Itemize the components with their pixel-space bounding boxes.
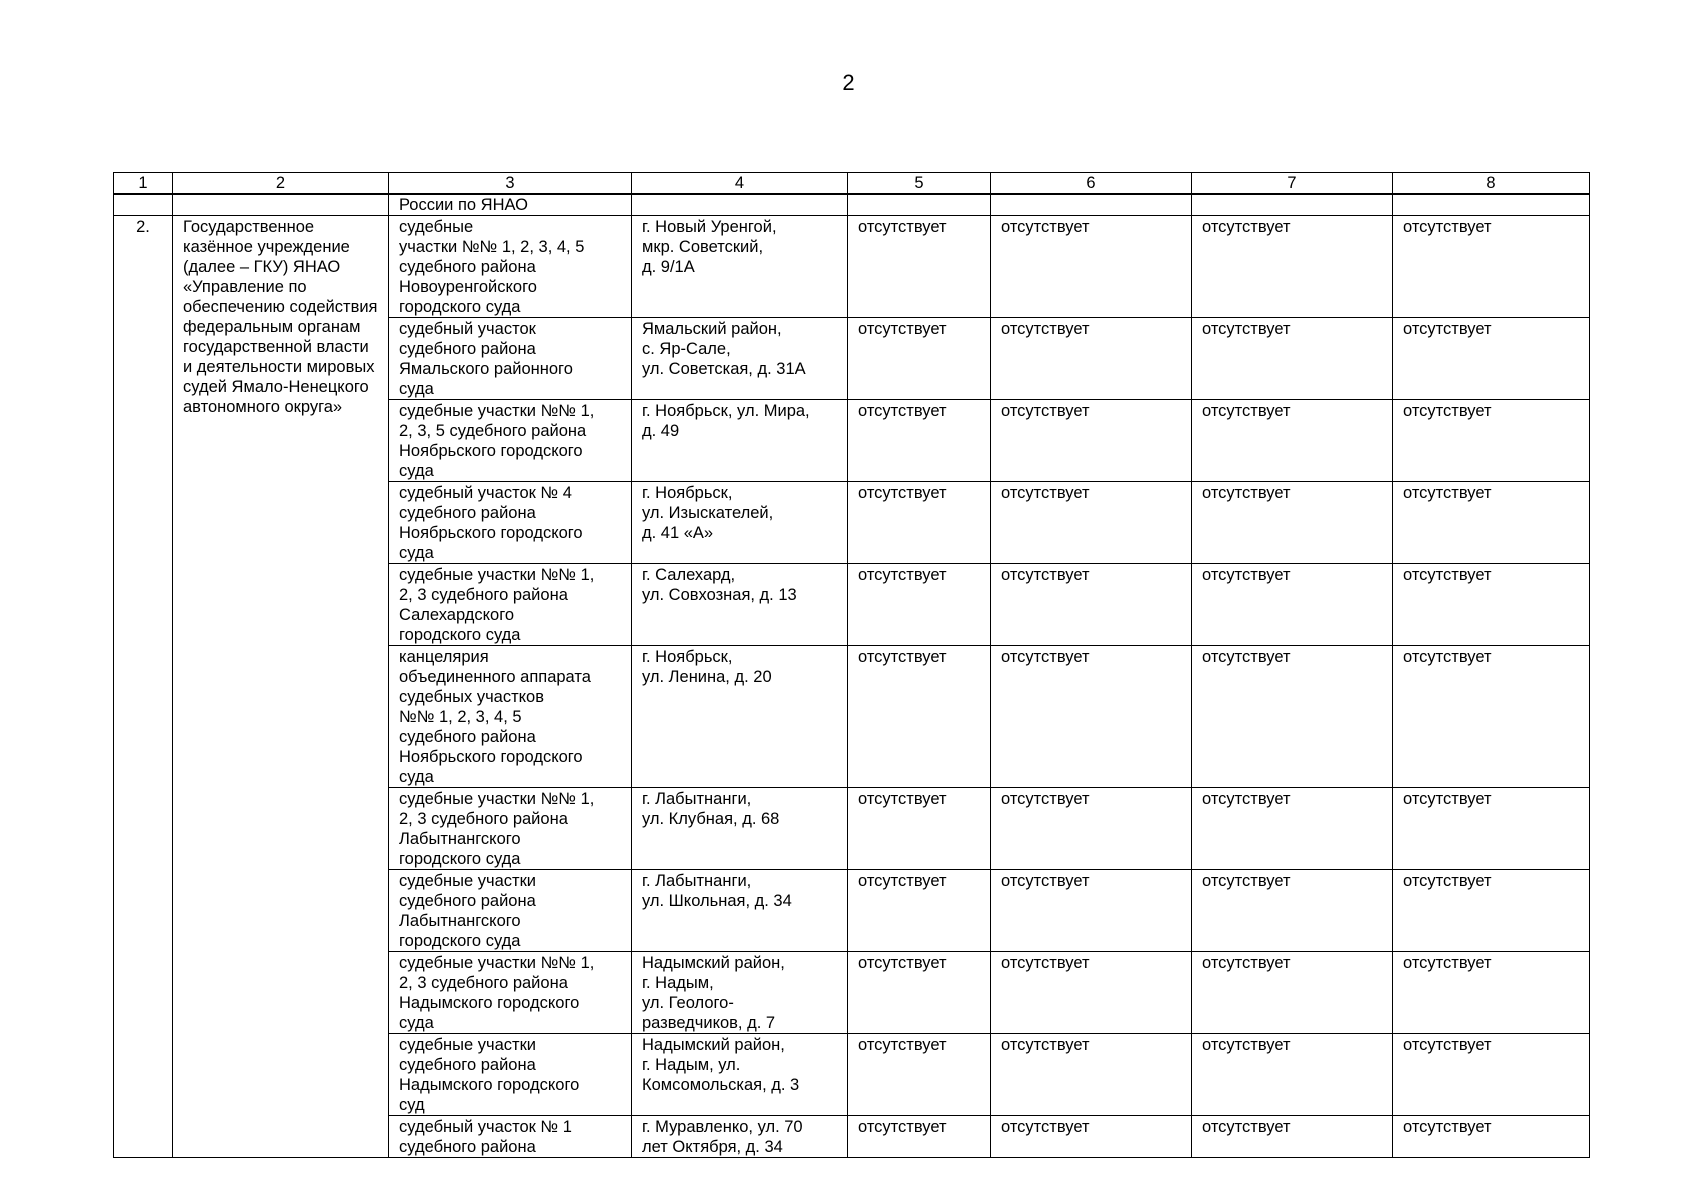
address bbox=[632, 952, 848, 1034]
court-name bbox=[389, 400, 632, 482]
address-text: г. Муравленко, ул. 70 лет Октября, д. 34 bbox=[642, 1118, 803, 1156]
address-text: Надымский район, г. Надым, ул. Геолого- разведчиков, д. 7 bbox=[642, 954, 785, 1032]
cell-col5: отсутствует bbox=[848, 952, 991, 1034]
address bbox=[632, 646, 848, 788]
cell-col7: отсутствует bbox=[1192, 400, 1393, 482]
cell-col8: отсутствует bbox=[1393, 400, 1590, 482]
court-name bbox=[389, 1116, 632, 1158]
address-text: г. Ноябрьск, ул. Мира, д. 49 bbox=[642, 402, 810, 440]
cell-col5: отсутствует bbox=[848, 318, 991, 400]
cell-col6: отсутствует bbox=[991, 646, 1192, 788]
cell-col8: отсутствует bbox=[1393, 318, 1590, 400]
cell-col7: отсутствует bbox=[1192, 482, 1393, 564]
cell-col5: отсутствует bbox=[848, 646, 991, 788]
cell-col8: отсутствует bbox=[1393, 646, 1590, 788]
address-text: г. Ноябрьск, ул. Изыскателей, д. 41 «А» bbox=[642, 484, 774, 542]
court-name bbox=[389, 482, 632, 564]
header-col-6: 6 bbox=[991, 173, 1192, 195]
address bbox=[632, 482, 848, 564]
cell-empty bbox=[632, 194, 848, 216]
cell-col8: отсутствует bbox=[1393, 870, 1590, 952]
address-text: г. Салехард, ул. Совхозная, д. 13 bbox=[642, 566, 797, 604]
cell-col8: отсутствует bbox=[1393, 1034, 1590, 1116]
address-text: г. Лабытнанги, ул. Клубная, д. 68 bbox=[642, 790, 780, 828]
header-row bbox=[114, 173, 1590, 195]
document-table bbox=[113, 172, 1590, 1158]
cell-col7: отсутствует bbox=[1192, 318, 1393, 400]
court-name-text: судебные участки №№ 1, 2, 3, 5 судебного района Ноябрьского городского суда bbox=[399, 402, 595, 480]
cell-col7: отсутствует bbox=[1192, 870, 1393, 952]
cell-col7: отсутствует bbox=[1192, 952, 1393, 1034]
header-col-5: 5 bbox=[848, 173, 991, 195]
page-number: 2 bbox=[842, 70, 855, 95]
institution-name bbox=[173, 216, 389, 1158]
cell-col6: отсутствует bbox=[991, 870, 1192, 952]
address-text: Ямальский район, с. Яр-Сале, ул. Советская, д. 31А bbox=[642, 320, 806, 378]
court-name-text: канцелярия объединенного аппарата судебных участков №№ 1, 2, 3, 4, 5 судебного района Ноябрьского городского суда bbox=[399, 648, 591, 786]
cell-col6: отсутствует bbox=[991, 400, 1192, 482]
address bbox=[632, 400, 848, 482]
cell-empty bbox=[173, 194, 389, 216]
cell-col6: отсутствует bbox=[991, 788, 1192, 870]
cell-col8: отсутствует bbox=[1393, 482, 1590, 564]
address bbox=[632, 870, 848, 952]
cell-col5: отсутствует bbox=[848, 1116, 991, 1158]
cell-col5: отсутствует bbox=[848, 1034, 991, 1116]
header-col-2: 2 bbox=[173, 173, 389, 195]
court-name bbox=[389, 788, 632, 870]
group-number: 2. bbox=[114, 216, 173, 1158]
cell-col6: отсутствует bbox=[991, 1116, 1192, 1158]
court-name-text: судебные участки судебного района Лабытнангского городского суда bbox=[399, 872, 537, 950]
cell-col7: отсутствует bbox=[1192, 788, 1393, 870]
cell-col8: отсутствует bbox=[1393, 1116, 1590, 1158]
address-text: г. Лабытнанги, ул. Школьная, д. 34 bbox=[642, 872, 792, 910]
cell-col8: отсутствует bbox=[1393, 216, 1590, 318]
address-text: г. Новый Уренгой, мкр. Советский, д. 9/1А bbox=[642, 218, 777, 276]
court-name bbox=[389, 564, 632, 646]
cell-col5: отсутствует bbox=[848, 216, 991, 318]
address bbox=[632, 1034, 848, 1116]
header-col-4: 4 bbox=[632, 173, 848, 195]
address bbox=[632, 564, 848, 646]
court-name bbox=[389, 646, 632, 788]
cell-col7: отсутствует bbox=[1192, 1116, 1393, 1158]
cell-empty bbox=[991, 194, 1192, 216]
cell-col5: отсутствует bbox=[848, 400, 991, 482]
cell-col7: отсутствует bbox=[1192, 1034, 1393, 1116]
header-col-1: 1 bbox=[114, 173, 173, 195]
court-name-text: судебный участок № 1 судебного района bbox=[399, 1118, 572, 1156]
cell-col6: отсутствует bbox=[991, 482, 1192, 564]
cell-empty bbox=[848, 194, 991, 216]
cell-col6: отсутствует bbox=[991, 216, 1192, 318]
cell-col6: отсутствует bbox=[991, 952, 1192, 1034]
address-text: г. Ноябрьск, ул. Ленина, д. 20 bbox=[642, 648, 772, 686]
cell-empty bbox=[1393, 194, 1590, 216]
court-name-text: судебные участки №№ 1, 2, 3 судебного района Салехардского городского суда bbox=[399, 566, 595, 644]
header-col-8: 8 bbox=[1393, 173, 1590, 195]
court-name-text: судебные участки №№ 1, 2, 3 судебного района Надымского городского суда bbox=[399, 954, 595, 1032]
cell-col6: отсутствует bbox=[991, 318, 1192, 400]
cell-col8: отсутствует bbox=[1393, 952, 1590, 1034]
institution-text: Государственное казённое учреждение (далее – ГКУ) ЯНАО «Управление по обеспечению содействия федеральным органам государственной власти и деятельности мировых судей Ямало-Ненецкого автономного округа» bbox=[183, 218, 378, 416]
court-name bbox=[389, 870, 632, 952]
court-name bbox=[389, 216, 632, 318]
cell-col5: отсутствует bbox=[848, 482, 991, 564]
court-name bbox=[389, 952, 632, 1034]
continuation-text: России по ЯНАО bbox=[389, 194, 632, 216]
table-row bbox=[114, 216, 1590, 318]
cell-empty bbox=[114, 194, 173, 216]
address bbox=[632, 216, 848, 318]
cell-col6: отсутствует bbox=[991, 564, 1192, 646]
address bbox=[632, 318, 848, 400]
cell-col8: отсутствует bbox=[1393, 788, 1590, 870]
court-name-text: судебные участки №№ 1, 2, 3 судебного района Лабытнангского городского суда bbox=[399, 790, 595, 868]
cell-col7: отсутствует bbox=[1192, 646, 1393, 788]
court-name-text: судебные участки судебного района Надымского городского суд bbox=[399, 1036, 580, 1114]
cell-col8: отсутствует bbox=[1393, 564, 1590, 646]
court-name-text: судебный участок судебного района Ямальского районного суда bbox=[399, 320, 573, 398]
court-name bbox=[389, 318, 632, 400]
court-name-text: судебные участки №№ 1, 2, 3, 4, 5 судебного района Новоуренгойского городского суда bbox=[399, 218, 585, 316]
continuation-row bbox=[114, 194, 1590, 216]
court-name-text: судебный участок № 4 судебного района Ноябрьского городского суда bbox=[399, 484, 583, 562]
cell-col5: отсутствует bbox=[848, 870, 991, 952]
cell-empty bbox=[1192, 194, 1393, 216]
cell-col7: отсутствует bbox=[1192, 216, 1393, 318]
cell-col6: отсутствует bbox=[991, 1034, 1192, 1116]
table-body bbox=[114, 194, 1590, 1158]
cell-col5: отсутствует bbox=[848, 788, 991, 870]
header-col-7: 7 bbox=[1192, 173, 1393, 195]
address bbox=[632, 788, 848, 870]
cell-col5: отсутствует bbox=[848, 564, 991, 646]
header-col-3: 3 bbox=[389, 173, 632, 195]
address bbox=[632, 1116, 848, 1158]
cell-col7: отсутствует bbox=[1192, 564, 1393, 646]
court-name bbox=[389, 1034, 632, 1116]
address-text: Надымский район, г. Надым, ул. Комсомольская, д. 3 bbox=[642, 1036, 800, 1094]
